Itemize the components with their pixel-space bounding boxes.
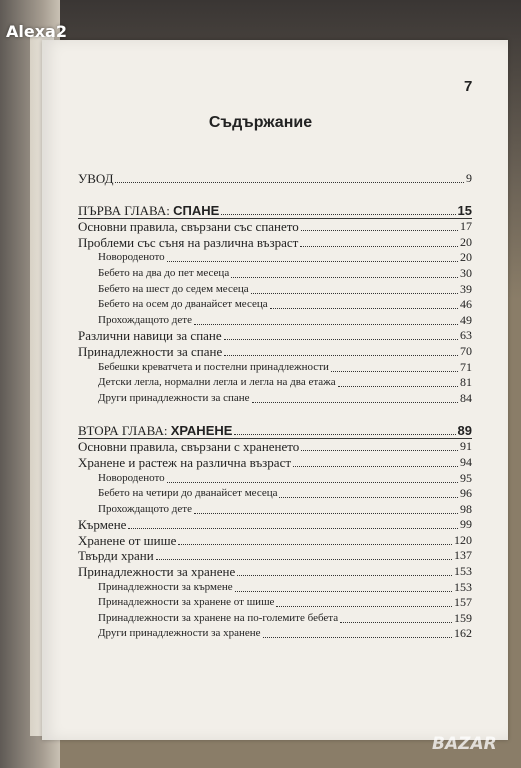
toc-entry-label: Проблеми със съня на различна възраст: [78, 234, 299, 250]
toc-chapter-1: [78, 202, 472, 219]
toc-subentry: [78, 486, 472, 502]
toc-entry-page: 81: [460, 375, 472, 390]
toc-entry-page: 89: [457, 422, 472, 438]
toc-entry: [78, 328, 472, 344]
toc-entry-label: Кърмене: [78, 517, 127, 533]
toc-subentry: [78, 312, 472, 328]
toc-entry-page: 49: [460, 312, 472, 327]
page-number: 7: [464, 78, 473, 95]
toc-entry-page: 91: [460, 439, 472, 454]
toc-entry-page: 99: [460, 517, 472, 532]
toc-entry-label: Бебето на два до пет месеца: [98, 266, 230, 279]
leader-dots: [300, 246, 458, 247]
toc-entry-page: 96: [460, 486, 472, 501]
toc-entry-label: Принадлежности за хранене: [78, 564, 236, 580]
toc-entry-label: Принадлежности за хранене от шише: [98, 596, 275, 609]
toc-subentry: [78, 265, 472, 281]
toc-entry-label: Бебето на осем до дванайсет месеца: [98, 298, 268, 311]
toc-entry-page: 15: [457, 202, 472, 218]
leader-dots: [115, 182, 464, 183]
toc-chapter-2: [78, 422, 472, 439]
toc-entry-page: 153: [454, 579, 472, 594]
toc-entry-label: Принадлежности за кърмене: [98, 580, 233, 593]
leader-dots: [167, 261, 458, 262]
toc-entry-label: Детски легла, нормални легла и легла на два етажа: [98, 376, 336, 389]
toc-entry-label: Бебешки креватчета и постелни принадлежности: [98, 360, 329, 373]
chapter-prefix: ВТОРА ГЛАВА:: [78, 422, 171, 438]
toc-subentry: [78, 297, 472, 313]
table-of-contents: [78, 170, 472, 641]
toc-entry-page: 120: [454, 532, 472, 547]
toc-entry-page: 98: [460, 501, 472, 516]
toc-subentry: [78, 595, 472, 611]
leader-dots: [234, 434, 455, 435]
toc-entry: [78, 439, 472, 455]
leader-dots: [338, 386, 458, 387]
leader-dots: [224, 339, 458, 340]
leader-dots: [156, 559, 452, 560]
toc-entry-page: 137: [454, 548, 472, 563]
leader-dots: [194, 324, 458, 325]
toc-entry-label: Хранене и растеж на различна възраст: [78, 454, 292, 470]
leader-dots: [331, 371, 458, 372]
toc-entry-intro: [78, 170, 472, 186]
toc-entry-page: 20: [460, 250, 472, 265]
toc-entry: [78, 548, 472, 564]
toc-entry-page: 94: [460, 454, 472, 469]
toc-entry-label: Основни правила, свързани с храненето: [78, 439, 300, 455]
toc-entry-label: Бебето на шест до седем месеца: [98, 282, 249, 295]
toc-subentry: [78, 281, 472, 297]
toc-entry-label: Принадлежности за спане: [78, 343, 223, 359]
toc-entry-label: Новороденото: [98, 251, 165, 264]
leader-dots: [252, 402, 458, 403]
toc-entry-label: Принадлежности за хранене на по-големите бебета: [98, 611, 339, 624]
toc-entry: [78, 343, 472, 359]
toc-chapter-label: [78, 423, 232, 438]
toc-entry-label: Основни правила, свързани със спането: [78, 219, 299, 235]
leader-dots: [235, 591, 452, 592]
leader-dots: [301, 230, 458, 231]
toc-subentry: [78, 359, 472, 375]
watermark: Alexa2: [6, 22, 67, 41]
chapter-name: ХРАНЕНЕ: [170, 422, 233, 438]
toc-entry-page: 70: [460, 343, 472, 358]
leader-dots: [224, 355, 458, 356]
toc-entry-page: 39: [460, 281, 472, 296]
toc-entry-page: 153: [454, 564, 472, 579]
toc-entry: [78, 563, 472, 579]
chapter-prefix: ПЪРВА ГЛАВА:: [78, 202, 174, 218]
leader-dots: [231, 277, 458, 278]
leader-dots: [301, 450, 458, 451]
toc-subentry: [78, 501, 472, 517]
toc-entry-label: Прохождащото дете: [98, 502, 192, 515]
leader-dots: [251, 293, 458, 294]
toc-entry-label: Други принадлежности за хранене: [98, 627, 261, 640]
toc-entry-label: Други принадлежности за спане: [98, 391, 250, 404]
toc-subentry: [78, 250, 472, 266]
toc-entry: [78, 517, 472, 533]
toc-subentry: [78, 626, 472, 642]
leader-dots: [340, 622, 452, 623]
toc-entry-page: 157: [454, 595, 472, 610]
leader-dots: [293, 466, 458, 467]
leader-dots: [279, 497, 458, 498]
leader-dots: [270, 308, 458, 309]
toc-entry-label: Различни навици за спане: [78, 328, 222, 344]
leader-dots: [263, 637, 452, 638]
leader-dots: [194, 513, 458, 514]
toc-entry-page: 159: [454, 610, 472, 625]
toc-entry-page: 95: [460, 470, 472, 485]
toc-entry-page: 162: [454, 626, 472, 641]
toc-entry-page: 63: [460, 328, 472, 343]
toc-entry-label: Хранене от шише: [78, 532, 177, 548]
leader-dots: [221, 214, 455, 215]
toc-entry-page: 9: [466, 170, 472, 185]
toc-entry-label: Твърди храни: [78, 548, 154, 564]
leader-dots: [178, 544, 452, 545]
chapter-name: СПАНЕ: [173, 202, 220, 218]
toc-subentry: [78, 610, 472, 626]
toc-entry-label: Бебето на четири до дванайсет месеца: [98, 487, 278, 500]
toc-entry-page: 20: [460, 234, 472, 249]
toc-subentry: [78, 390, 472, 406]
leader-dots: [237, 575, 452, 576]
toc-entry-page: 30: [460, 265, 472, 280]
toc-subentry: [78, 470, 472, 486]
toc-entry-label: Новороденото: [98, 471, 165, 484]
leader-dots: [167, 482, 458, 483]
toc-entry: [78, 532, 472, 548]
toc-entry-page: 17: [460, 219, 472, 234]
toc-entry-page: 84: [460, 390, 472, 405]
toc-title: Съдържание: [208, 114, 313, 131]
toc-entry-label: УВОД: [78, 170, 114, 186]
leader-dots: [128, 528, 458, 529]
toc-chapter-label: [78, 203, 219, 218]
toc-entry: [78, 234, 472, 250]
toc-entry: [78, 219, 472, 235]
toc-entry-label: Прохождащото дете: [98, 313, 192, 326]
toc-entry-page: 46: [460, 297, 472, 312]
watermark-logo: BAZAR: [432, 734, 497, 754]
toc-entry: [78, 454, 472, 470]
leader-dots: [276, 606, 452, 607]
toc-subentry: [78, 375, 472, 391]
toc-subentry: [78, 579, 472, 595]
toc-entry-page: 71: [460, 359, 472, 374]
